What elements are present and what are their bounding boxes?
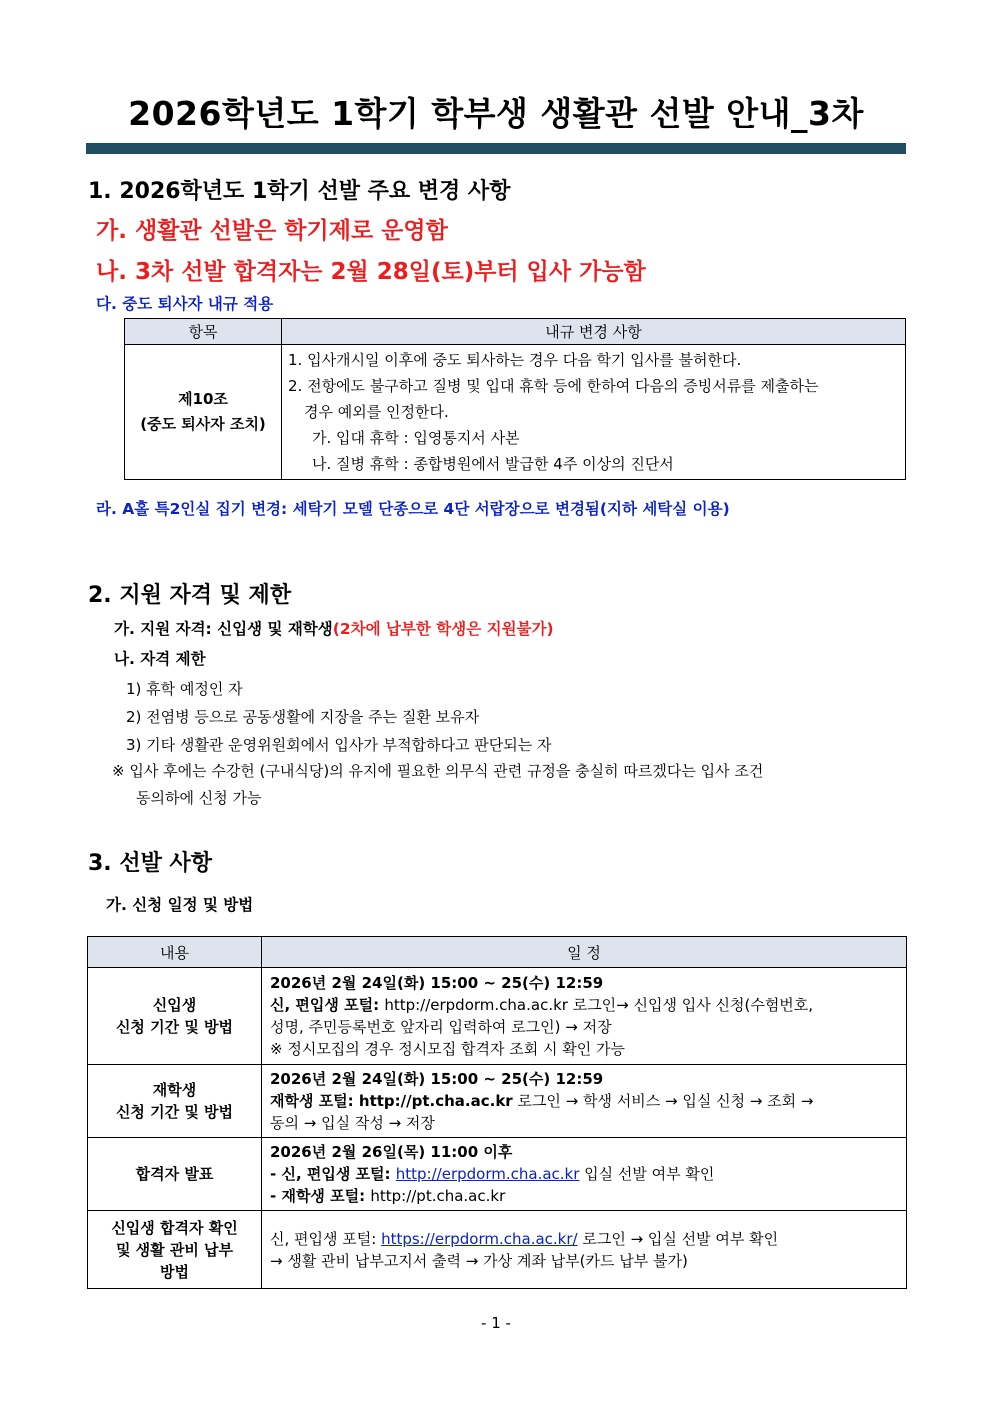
table-header-change: 내규 변경 사항 [282,319,906,345]
restriction-item: 1) 휴학 예정인 자 [126,680,243,698]
portal-instruction: 동의 → 입실 작성 → 저장 [270,1114,435,1132]
restriction-item: 3) 기타 생활관 운영위원회에서 입사가 부적합하다고 판단되는 자 [126,736,552,754]
page-title: 2026학년도 1학기 학부생 생활관 선발 안내_3차 [128,94,864,133]
row-label: 신입생 [152,996,197,1014]
schedule-header-content: 내용 [88,937,262,968]
section2-ga [114,617,554,639]
portal-instruction: 로그인 → 학생 서비스 → 입실 신청 → 조회 → [512,1092,814,1110]
section2-heading: 2. 지원 자격 및 제한 [88,583,292,608]
portal-instruction: 성명, 주민등록번호 앞자리 입력하여 로그인) → 저장 [270,1018,612,1036]
table-header-item: 항목 [125,319,282,345]
schedule-note: ※ 정시모집의 경우 정시모집 합격자 조회 시 확인 가능 [270,1040,626,1058]
eligibility-label: 가. 지원 자격: 신입생 및 재학생 [114,620,333,638]
schedule-date: 2026년 2월 24일(화) 15:00 ~ 25(수) 12:59 [270,1070,604,1088]
section2-note-line1: ※ 입사 후에는 수강헌 (구내식당)의 유지에 필요한 의무식 관련 규정을 충실히 따르겠다는 입사 조건 [112,762,764,780]
article-cell [125,345,282,480]
row-label: 재학생 [152,1081,197,1099]
portal-label: 신, 편입생 포털: [270,1229,382,1248]
portal-instruction: 로그인 → 입실 선발 여부 확인 [577,1229,779,1248]
table-row [88,1211,907,1289]
portal-instruction: http://erpdorm.cha.ac.kr 로그인→ 신입생 입사 신청(수험번호, [384,996,814,1014]
rule-line: 가. 입대 휴학 : 입영통지서 사본 [312,429,520,447]
row-label: 및 생활 관비 납부 [115,1240,234,1259]
rule-line: 2. 전항에도 불구하고 질병 및 입대 휴학 등에 한하여 다음의 증빙서류를 제출하는 [288,377,819,395]
table-row [88,968,907,1065]
section1-item-da: 다. 중도 퇴사자 내규 적용 [96,295,274,313]
article-number: 제10조 [178,390,228,408]
row-label: 신청 기간 및 방법 [115,1018,234,1036]
schedule-table [87,936,907,1289]
restriction-item: 2) 전염병 등으로 공동생활에 지장을 주는 질환 보유자 [126,708,480,726]
section1-item-ra: 라. A홀 특2인실 집기 변경: 세탁기 모델 단종으로 4단 서랍장으로 변경됨(지하 세탁실 이용) [96,500,730,518]
erpdorm-https-link[interactable]: https://erpdorm.cha.ac.kr/ [381,1229,578,1248]
row-label: 신입생 합격자 확인 [111,1218,238,1237]
portal-label: - 재학생 포털: [270,1187,371,1205]
portal-url: http://pt.cha.ac.kr [370,1187,506,1205]
section1-item-na: 나. 3차 선발 합격자는 2월 28일(토)부터 입사 가능함 [96,259,646,285]
row-label: 합격자 발표 [135,1165,214,1183]
title-underline [86,143,906,154]
portal-label: 신, 편입생 포털: [270,996,385,1014]
rule-line: 나. 질병 휴학 : 종합병원에서 발급한 4주 이상의 진단서 [312,455,674,473]
section3-sub: 가. 신청 일정 및 방법 [106,896,254,914]
rule-line: 경우 예외를 인정한다. [304,403,449,421]
portal-label: - 신, 편입생 포털: [270,1165,396,1183]
schedule-date: 2026년 2월 26일(목) 11:00 이후 [270,1143,513,1161]
section1-heading: 1. 2026학년도 1학기 선발 주요 변경 사항 [88,179,511,204]
table-row [88,1138,907,1211]
section2-note-line2: 동의하에 신청 가능 [136,789,262,807]
section3-heading: 3. 선발 사항 [88,851,212,876]
row-label: 신청 기간 및 방법 [115,1103,234,1121]
eligibility-warning: (2차에 납부한 학생은 지원불가) [332,620,554,638]
portal-instruction: 입실 선발 여부 확인 [579,1165,715,1183]
page-number: - 1 - [481,1314,511,1332]
section2-na: 나. 자격 제한 [114,650,206,668]
section1-item-ga: 가. 생활관 선발은 학기제로 운영함 [96,218,448,244]
row-label: 방법 [160,1262,189,1281]
schedule-header-schedule: 일 정 [262,937,907,968]
rule-content-cell [282,345,906,480]
schedule-date: 2026년 2월 24일(화) 15:00 ~ 25(수) 12:59 [270,974,604,992]
rule-change-table [124,318,906,480]
article-subtitle: (중도 퇴사자 조치) [140,415,266,433]
portal-instruction: → 생활 관비 납부고지서 출력 → 가상 계좌 납부(카드 납부 불가) [270,1251,688,1270]
portal-label: 재학생 포털: http://pt.cha.ac.kr [270,1092,513,1110]
erpdorm-link[interactable]: http://erpdorm.cha.ac.kr [395,1165,580,1183]
table-row [88,1065,907,1138]
rule-line: 1. 입사개시일 이후에 중도 퇴사하는 경우 다음 학기 입사를 불허한다. [288,351,742,369]
